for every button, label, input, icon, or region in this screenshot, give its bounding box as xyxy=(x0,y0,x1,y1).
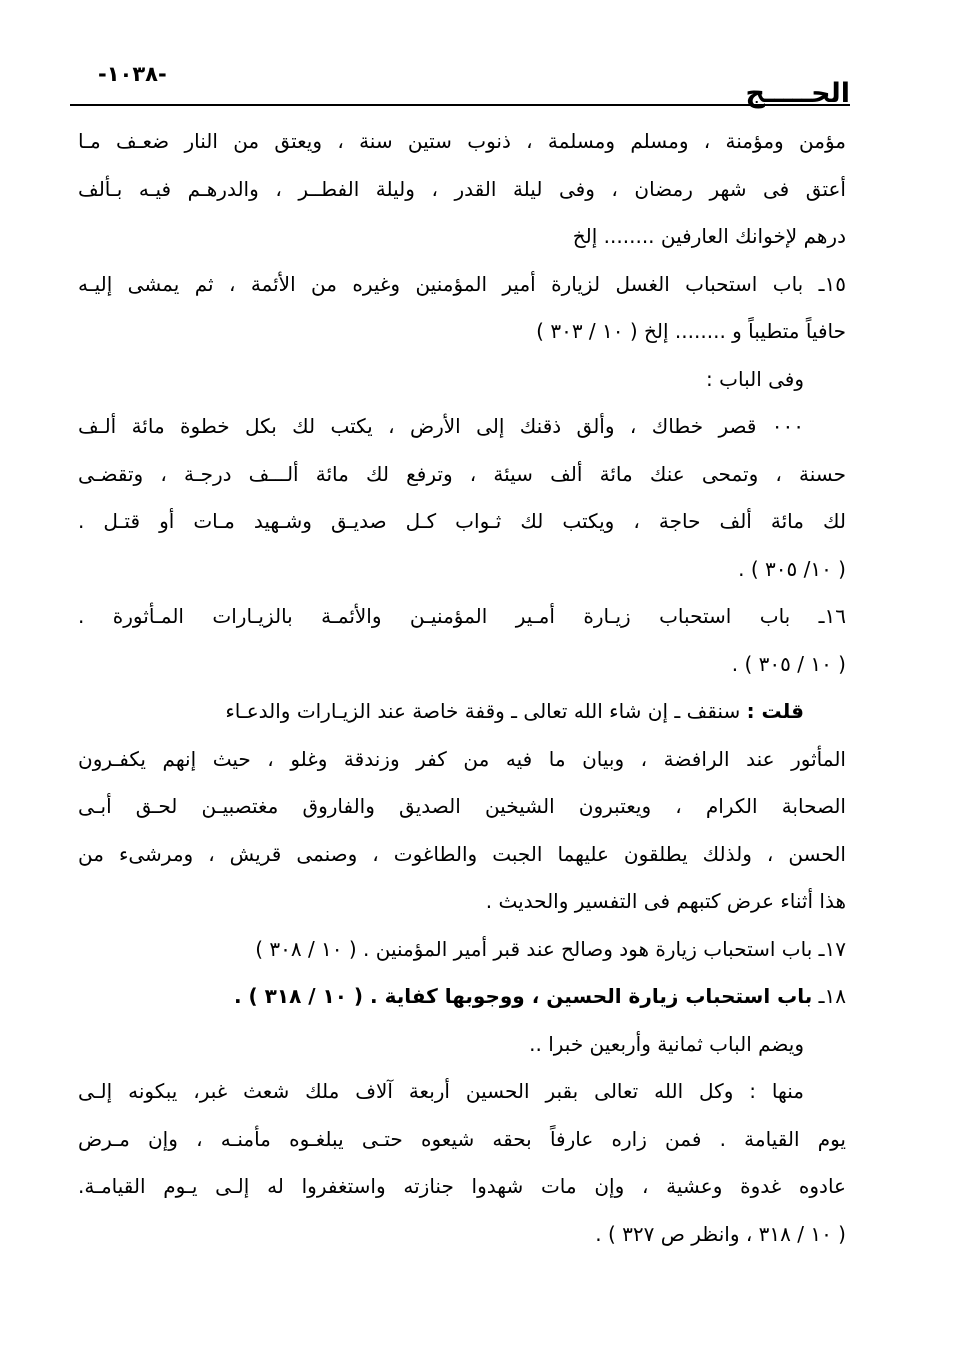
text-line: الحسن ، ولذلك يطلقون عليهما الجبت والطاغوت ، وصنمى قريش ، ومرشىء من xyxy=(78,841,846,866)
text-line: لك مائة ألف حاجة ، ويكتب لك ثـواب كـل صديـق وشـهيد مـات أو قتـل . xyxy=(78,509,846,533)
body-text xyxy=(78,118,846,1258)
text-line: مؤمن ومؤمنة ، ومسلم ومسلمة ، ذنوب ستين سنة ، ويعتق من النار ضعـف مـا xyxy=(78,129,846,153)
text-line: يوم القيامة . فمن زاره عارفاً بحقه شيعوه حتـى يبلغـوه مأمنـه ، وإن مـرض xyxy=(78,1126,846,1151)
text-line xyxy=(78,973,846,1021)
text-line: ١٥ـ باب استحباب الغسل لزيارة أمير المؤمنين وغيره من الأئمة ، ثم يمشى إليـه xyxy=(78,271,846,296)
text-line: ١٧ـ باب استحباب زيارة هود وصالح عند قبر أمير المؤمنين . ( ١٠ / ٣٠٨ ) xyxy=(255,936,846,961)
text-line: أعتق فى شهر رمضان ، وفى ليلة القدر ، وليلة الفطــر ، والدرهـم فيـه بـألف xyxy=(78,176,846,201)
text-line: عادوه غدوة وعشية ، وإن مات شهدوا جنازته واستغفروا له إلـى يـوم القيامـة. xyxy=(78,1174,846,1198)
text-line: حسنة ، وتمحى عنك مائة ألف سيئة ، وترفع لك مائة ألـــف درجـة ، وتقضـى xyxy=(78,461,846,486)
item-18-number: ١٨ـ xyxy=(818,984,846,1008)
text-line: ( ١٠ / ٣٠٥ ) . xyxy=(731,651,846,676)
text-line: حافياً متطيباً و ........ إلخ ( ١٠ / ٣٠٣ ) xyxy=(536,319,846,343)
running-title: الحـــــج xyxy=(745,78,850,109)
text-line: هذا أثناء عرض كتبهم فى التفسير والحديث . xyxy=(485,889,846,913)
item-18-heading: باب استحباب زيارة الحسين ، ووجوبها كفاية . ( ١٠ / ٣١٨ ) . xyxy=(233,984,813,1008)
text-line: المأثور عند الرافضة ، وبيان ما فيه من كفر وزندقة وغلو ، حيث إنهم يكفـرون xyxy=(78,746,846,771)
text-line: درهم لإخوانك العارفين ........ إلخ xyxy=(572,224,846,248)
text-line: ٠٠٠ قصر خطاك ، وألق ذقنك إلى الأرض ، يكتب لك بكل خطوة مائة ألـف xyxy=(78,414,804,438)
text-line: ١٦ـ باب استحباب زيـارة أمـير المؤمنيـن والأئمـة بالزيـارات المـأثورة . xyxy=(78,604,846,628)
header-divider xyxy=(70,104,850,106)
text-line xyxy=(78,688,846,736)
qult-label: قلت : xyxy=(746,699,804,723)
text-line: ( ١٠ / ٣١٨ ، وانظر ص ٣٢٧ ) . xyxy=(595,1221,846,1246)
page-number: -١٠٣٨- xyxy=(98,62,167,86)
text-line: منها : وكل الله تعالى بقبر الحسين أربعة آلاف ملك شعث غبر، يبكونه إلـى xyxy=(78,1079,804,1103)
qult-text: سنقف ـ إن شاء الله تعالى ـ وقفة خاصة عند الزيـارات والدعـاء xyxy=(225,699,741,723)
text-line: ( ١٠/ ٣٠٥ ) . xyxy=(738,556,846,581)
page-header xyxy=(70,60,850,108)
text-line: ويضم الباب ثمانية وأربعين خبرا .. xyxy=(529,1031,804,1056)
text-line: وفى الباب : xyxy=(706,366,804,391)
text-line: الصحابة الكرام ، ويعتبرون الشيخين الصديق والفاروق مغتصبيـن لحـق أبـى xyxy=(78,794,846,818)
